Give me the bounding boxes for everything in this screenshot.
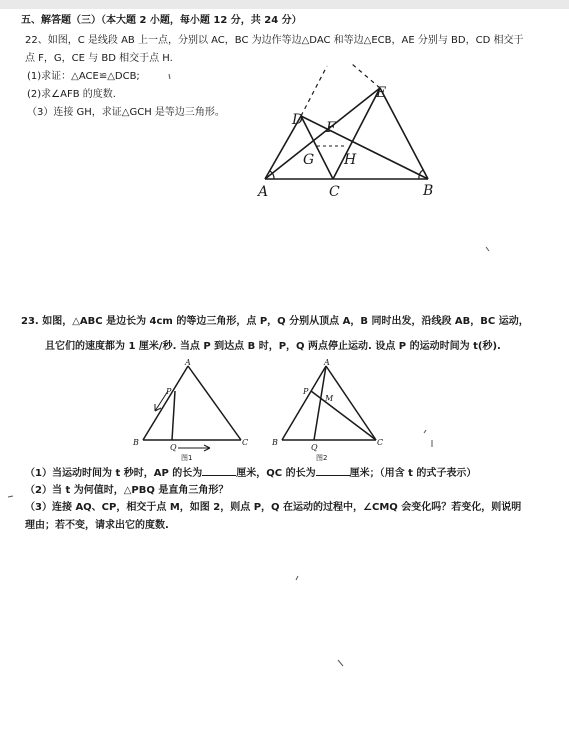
q23-fig2-label-p: P xyxy=(303,387,309,396)
q23-part1-text-a: （1）当运动时间为 t 秒时，AP 的长为 xyxy=(25,468,203,479)
q23-part3-line2: 理由；若不变，请求出它的度数. xyxy=(25,520,169,531)
q22-stem-line2: 点 F，G，CE 与 BD 相交于点 H. xyxy=(25,53,173,64)
q23-fig1-label-q: Q xyxy=(170,443,177,452)
q22-part3: （3）连接 GH，求证△GCH 是等边三角形。 xyxy=(27,107,225,118)
q23-fig2-label-c: C xyxy=(377,438,384,447)
q23-stem-line2: 且它们的速度都为 1 厘米/秒. 当点 P 到达点 B 时，P，Q 两点停止运动. 设点 P 的运动时间为 t(秒). xyxy=(45,341,501,352)
q22-label-f: F xyxy=(326,120,336,136)
q23-stem-line1: 23. 如图，△ABC 是边长为 4cm 的等边三角形，点 P，Q 分别从顶点 A，B 同时出发，沿线段 AB，BC 运动， xyxy=(21,316,529,327)
q23-fig1-label-p: P xyxy=(166,387,172,396)
q23-fig2-label-q: Q xyxy=(311,443,318,452)
q23-fig1-label-b: B xyxy=(133,438,139,447)
q23-part1-text-b: 厘米，QC 的长为 xyxy=(236,468,316,479)
q22-stem-line1: 22、如图，C 是线段 AB 上一点，分别以 AC，BC 为边作等边△DAC 和等边△ECB，AE 分别与 BD，CD 相交于 xyxy=(25,35,524,46)
q22-label-c: C xyxy=(329,184,340,200)
q23-fig1-label-c: C xyxy=(242,438,249,447)
q23-fig1-caption: 图1 xyxy=(181,454,193,462)
section-heading: 五、解答题（三）（本大题 2 小题，每小题 12 分，共 24 分） xyxy=(21,15,302,26)
q23-fig2-label-m: M xyxy=(325,394,334,403)
q22-label-b: B xyxy=(423,183,434,199)
q22-part2: (2)求∠AFB 的度数. xyxy=(27,89,116,100)
q23-fig2-label-a: A xyxy=(324,358,330,367)
q22-label-a: A xyxy=(258,184,269,200)
q23-fig1-label-a: A xyxy=(185,358,191,367)
q22-label-h: H xyxy=(344,152,357,168)
q23-part2: （2）当 t 为何值时，△PBQ 是直角三角形？ xyxy=(25,485,229,496)
q22-label-g: G xyxy=(303,152,315,168)
q22-part1: (1)求证：△ACE≌△DCB; xyxy=(27,71,140,82)
q23-part3-line1: （3）连接 AQ、CP，相交于点 M，如图 2，则点 P，Q 在运动的过程中，∠CMQ 会变化吗？若变化，则说明 xyxy=(25,502,522,513)
q23-fig2-label-b: B xyxy=(272,438,278,447)
q22-label-e: E xyxy=(376,85,387,101)
q23-fig2-caption: 图2 xyxy=(316,454,328,462)
q22-label-d: D xyxy=(292,112,304,128)
q23-part1-text-c: 厘米；（用含 t 的式子表示） xyxy=(349,468,477,479)
